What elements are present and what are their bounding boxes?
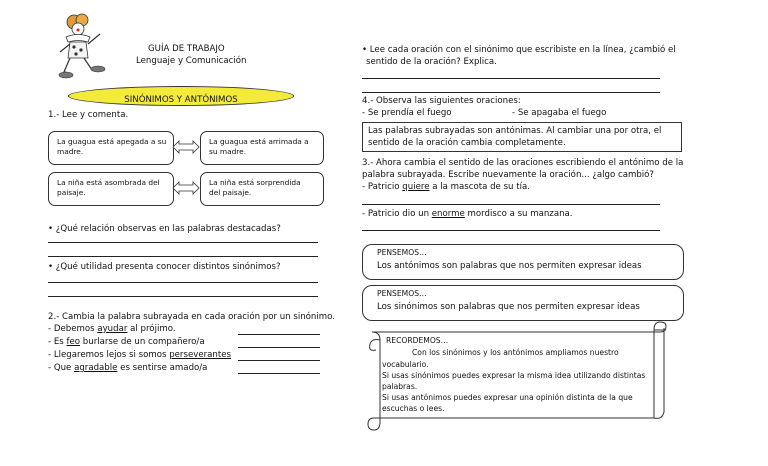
antonym-note-box: [362, 122, 682, 152]
think-box-title: PENSEMOS…: [377, 248, 427, 257]
sentence-box: [200, 131, 324, 165]
question-3: palabra subrayada. Escribe nuevamente la oración... ¿algo cambió?: [362, 170, 654, 180]
bullet-question: • ¿Qué relación observas en las palabras destacadas?: [48, 224, 281, 234]
remember-scroll: [360, 320, 674, 432]
underlined-word: perseverantes: [169, 350, 231, 360]
answer-line[interactable]: [238, 360, 320, 361]
answer-line[interactable]: [48, 242, 318, 243]
sentence-text: La niña está sorprendida del paisaje.: [209, 178, 301, 197]
question-1: 1.- Lee y comenta.: [48, 110, 129, 120]
bullet-question: • ¿Qué utilidad presenta conocer distintos sinónimos?: [48, 262, 281, 272]
sentence-item: - Es feo burlarse de un compañero/a: [48, 337, 205, 347]
underlined-word: enorme: [431, 209, 465, 219]
think-box-title: PENSEMOS…: [377, 289, 427, 298]
remember-text: Con los sinónimos y los antónimos ampliamos nuestro: [412, 348, 619, 357]
double-arrow-icon: [172, 180, 200, 200]
sentence-text: La guagua está apegada a su madre.: [57, 137, 167, 156]
answer-line[interactable]: [238, 373, 320, 374]
sentence-item: - Patricio dio un enorme mordisco a su manzana.: [362, 209, 573, 219]
page-title: GUÍA DE TRABAJO: [148, 44, 225, 54]
example-sentence: - Se prendía el fuego: [362, 108, 452, 118]
sentence-text: La niña está asombrada del paisaje.: [57, 178, 160, 197]
sentence-box: [48, 172, 174, 206]
underlined-word: quiere: [402, 182, 430, 192]
topic-banner-label: SINÓNIMOS Y ANTÓNIMOS: [124, 95, 238, 105]
remember-title: RECORDEMOS…: [386, 336, 449, 345]
sentence-text: La guagua está arrimada a su madre.: [209, 137, 309, 156]
underlined-word: agradable: [74, 363, 118, 373]
answer-line[interactable]: [48, 296, 318, 297]
remember-text: escuchas o lees.: [382, 404, 445, 413]
question-3: 3.- Ahora cambia el sentido de las oraciones escribiendo el antónimo de la: [362, 158, 684, 168]
answer-line[interactable]: [238, 347, 320, 348]
think-box-text: Los antónimos son palabras que nos permiten expresar ideas: [377, 261, 642, 271]
sentence-item: - Llegaremos lejos si somos perseverantes: [48, 350, 231, 360]
topic-banner: [68, 86, 294, 106]
answer-line[interactable]: [238, 334, 320, 335]
question-2: 2.- Cambia la palabra subrayada en cada oración por un sinónimo.: [48, 312, 335, 322]
think-box: [362, 285, 684, 321]
answer-line[interactable]: [362, 230, 660, 231]
clown-illustration: [52, 12, 114, 80]
instruction-text: • Lee cada oración con el sinónimo que escribiste en la línea, ¿cambió el: [362, 45, 676, 55]
answer-line[interactable]: [362, 204, 660, 205]
question-4: 4.- Observa las siguientes oraciones:: [362, 96, 521, 106]
remember-text: vocabulario.: [382, 360, 429, 369]
sentence-item: - Debemos ayudar al prójimo.: [48, 324, 176, 334]
note-text: sentido de la oración cambia completamente.: [368, 138, 566, 148]
remember-text: palabras.: [382, 382, 418, 391]
answer-line[interactable]: [48, 256, 318, 257]
think-box: [362, 244, 684, 280]
note-text: Las palabras subrayadas son antónimas. Al cambiar una por otra, el: [368, 126, 662, 136]
example-sentence: - Se apagaba el fuego: [512, 108, 607, 118]
page-subtitle: Lenguaje y Comunicación: [136, 56, 247, 66]
answer-line[interactable]: [48, 282, 318, 283]
sentence-box: [48, 131, 174, 165]
instruction-text: sentido de la oración? Explica.: [366, 57, 497, 67]
answer-line[interactable]: [362, 92, 660, 93]
remember-text: Si usas antónimos puedes expresar una opinión distinta de la que: [382, 393, 633, 402]
sentence-box: [200, 172, 324, 206]
sentence-item: - Que agradable es sentirse amado/a: [48, 363, 208, 373]
answer-line[interactable]: [362, 78, 660, 79]
sentence-item: - Patricio quiere a la mascota de su tía.: [362, 182, 530, 192]
remember-text: Si usas sinónimos puedes expresar la misma idea utilizando distintas: [382, 371, 646, 380]
underlined-word: feo: [66, 337, 81, 347]
underlined-word: ayudar: [97, 324, 128, 334]
think-box-text: Los sinónimos son palabras que nos permiten expresar ideas: [377, 302, 640, 312]
double-arrow-icon: [172, 139, 200, 159]
